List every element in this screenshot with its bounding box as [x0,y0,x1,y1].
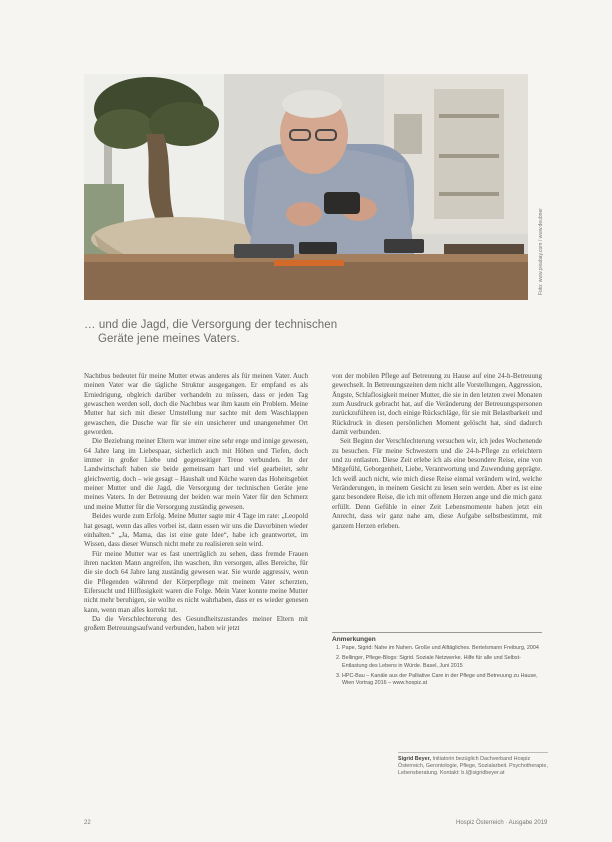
article-right-column [332,372,542,531]
article-left-column [84,372,308,634]
paragraph: Da die Verschlechterung des Gesundheitszustandes meiner Eltern mit großem Betreuungsaufwand verbunden, haben wir jetzt [84,614,308,633]
author-description: Initiatorin bezüglich Dachverband Hospiz Österreich, Gerontologie, Pflege, Sozialarbeit. Psychotherapie, Lebensberatung. Kontakt: b.l@sigridbeyer.at [398,756,548,777]
paragraph: Nachtbus bedeutet für meine Mutter etwas anderes als für meinen Vater. Auch meinen Vater war die tägliche Struktur ausgegangen. Er empfand es als Erniedrigung, obgleich darüber verhandeln zu müssen, dass er jeden Tag gewaschen werden soll, doch die Nachtbus war ihm kaum ein Problem. Meine Mutter hat sich mit dieser Umstellung nur sachte mit dem Waschlappen gewaschen, die Dusche war für sie ein unsicherer und unangenehmer Ort geworden. [84,372,308,437]
author-name: Sigrid Beyer, [398,756,431,762]
article-photo [84,74,528,300]
footnotes-heading: Anmerkungen [332,632,542,643]
paragraph: Für meine Mutter war es fast unerträglich zu sehen, dass fremde Frauen ihren nackten Mann angreifen, ihn waschen, ihn versorgen, alles Bereiche, für die sie doch 64 Jahre lang zuständig gewesen war. Sie wurde aggressiv, wenn die Pflegenden während der Körperpflege mit meinem Vater scherzten, Eifersucht und Hilflosigkeit waren die Folge. Mein Vater konnte meine Mutter nicht mehr beruhigen, sie wollte es nicht wahrhaben, dass er es wieder genesen kann, wenn man alles korrekt tut. [84,549,308,614]
paragraph: Seit Beginn der Verschlechterung versuchen wir, ich jedes Wochenende zu besuchen. Für meine Schwestern und die 24-h-Pflege zu erleichtern und zu entlasten. Diese Zeit erlebe ich als eine besondere Reise, eine von Mitgefühl, Geborgenheit, Liebe, Verantwortung und Zuwendung geprägte. Ich weiß auch nicht, wie mich diese Reise einmal verändern wird, welche Veränderungen, in meinem Gesicht zu lesen sein werden. Aber es ist eine ganz besondere Reise, die ich mit offenem Herzen ange und die mich ganz erfüllt. Denn Gefühle in einer Zeit Lebensmomente haben jetzt ein Anrecht, dass wir ganz nahe am, diese Aufgabe selbstbestimmt, mit ganzem Herzen erleben. [332,437,542,530]
page-number: 22 [84,820,91,826]
footnotes [332,632,542,690]
photo-illustration [84,74,528,300]
caption-line-2: Geräte jene meines Vaters. [98,333,240,345]
photo-credit: Foto: www.pixabay.com / www.deubner [538,208,544,295]
footnote-item: 2. Bellinger, Pflege-Blogs: Sigrid. Soziale Netzwerke. Hilfe für alle und Selbst-Entlastung des Lebens in Würde. Basel, Juni 2015 [342,655,542,669]
paragraph: von der mobilen Pflege auf Betreuung zu Hause auf eine 24-h-Betreuung gewechselt. In Betreuungszeiten dem nicht alle Vorstellungen, Aggression, Ängste, Schlaflosigkeit meiner Mutter, die sie in den letzten zwei Monaten zum Ausdruck gebracht hat, auf die Veränderung der Betreuungspersonen zurückzuführen ist, doch einige Rückschläge, für sie mit Belastbarkeit und Rückdruck in diesen persönlichen Moment gelöscht hat, sind dadurch damit verbunden. [332,372,542,437]
publication-footer: Hospiz Österreich · Ausgabe 2019 [456,820,548,826]
paragraph: Die Beziehung meiner Eltern war immer eine sehr enge und innige gewesen, 64 Jahre lang im Liebespaar, sicherlich auch mit Höhen und Tiefen, doch immer in großer Liebe und gegenseitiger Treue verbunden. In der Landwirtschaft haben sie beide gemeinsam hart und viel gearbeitet, sehr gleichwertig, doch – wie gesagt – Haushalt und Küche waren das Hoheitsgebiet meiner Mutter und die Jagd, die Versorgung der technischen Geräte jene meines Vaters. In der Betreuung der beiden war mein Vater für den Schmerz und meine Mutter für die Versorgung zuständig gewesen. [84,437,308,511]
footnote-item: 1. Pape, Sigrid: Nahe im Nahen. Große und Alltägliches. Bertelsmann Freiburg, 2004 [342,645,542,652]
photo-caption [84,318,524,346]
paragraph: Beides wurde zum Erfolg. Meine Mutter sagte mir 4 Tage im rate: „Leopold hat gesagt, wenn das alles vorbei ist, dann essen wir uns die Davorbinen wieder einhalten.“ „Ja, Mama, das ist eine gute Idee“, habe ich geantwortet, im Wissen, dass dieser Wunsch nicht mehr zu realisieren sein wird. [84,512,308,549]
caption-line-1: … und die Jagd, die Versorgung der technischen [84,319,338,331]
author-bio [398,752,548,778]
footnote-item: 3. HPC-Bau – Kanäle aus der Palliative Care in der Pflege und Betreuung zu Hause, Wien Vortrag 2016 – www.hospiz.at [342,673,542,687]
